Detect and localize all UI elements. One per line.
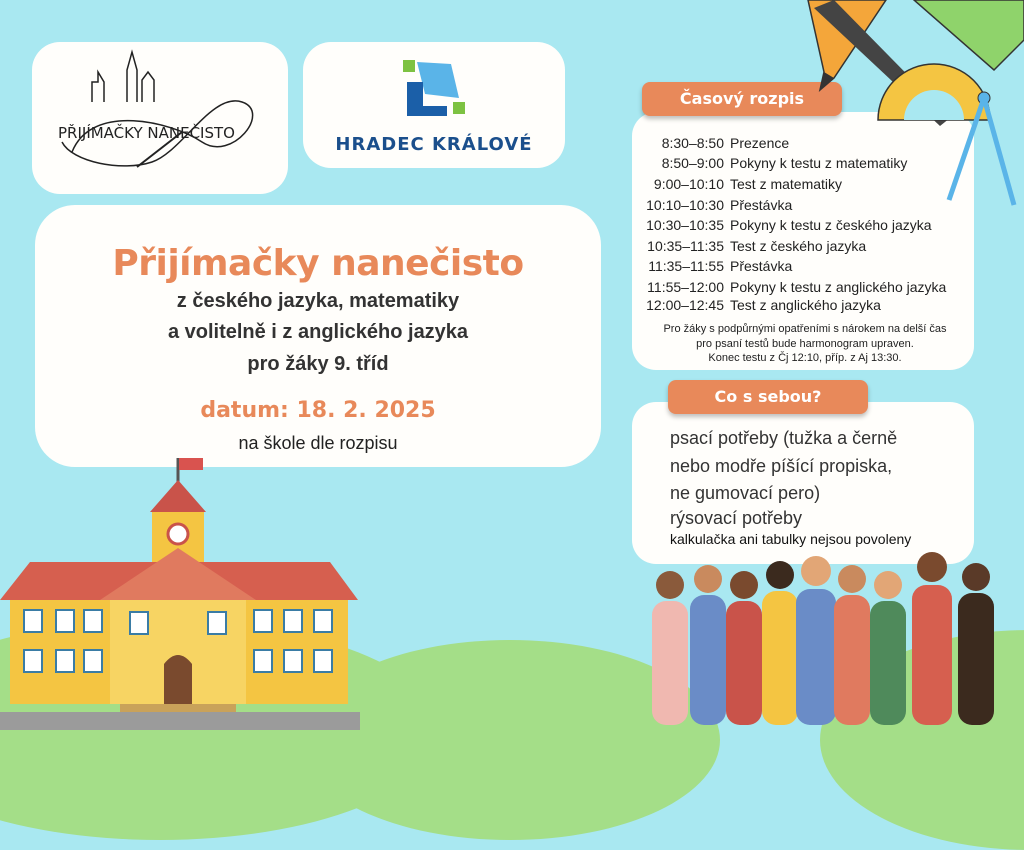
schedule-activity: Prezence [730,135,790,151]
schedule-time: 12:00–12:45 [646,297,724,313]
schedule-row [634,297,881,313]
subtitle-line-1: z českého jazyka, matematiky [176,290,460,312]
schedule-note-line-1: Pro žáky s podpůrnými opatřeními s nárokem na delší čas [663,323,947,335]
bring-line-1: psací potřeby (tužka a černě [670,428,898,448]
schedule-note [640,322,970,366]
page-title: Přijímačky nanečisto [112,243,524,284]
schedule-note-line-3: Konec testu z Čj 12:10, příp. z Aj 13:30. [708,352,902,364]
students-illustration [640,545,1020,725]
schedule-row [634,197,792,213]
logo-card-hradec [303,42,565,168]
bring-line-3: ne gumovací pero) [670,483,821,503]
subtitle-line-3: pro žáky 9. tříd [247,353,389,375]
bring-line-5: kalkulačka ani tabulky nejsou povoleny [670,531,912,547]
schedule-activity: Test z matematiky [730,176,843,192]
schedule-activity: Pokyny k testu z anglického jazyka [730,279,947,295]
prijimacky-logo [32,42,288,194]
stationery-illustration [794,0,1024,215]
schedule-row [634,217,932,233]
bring-line-2: nebo modře píšící propiska, [670,456,893,476]
schedule-activity: Test z anglického jazyka [730,297,881,313]
logo-card-prijimacky [32,42,288,194]
school-building-illustration [0,450,360,730]
bring-heading: Co s sebou? [668,380,868,414]
schedule-row [634,258,792,274]
schedule-time: 11:35–11:55 [648,258,724,274]
schedule-time: 11:55–12:00 [647,279,724,295]
schedule-note-line-2: pro psaní testů bude harmonogram upraven. [696,337,914,350]
schedule-time: 10:30–10:35 [646,217,724,233]
hradec-logo-text: HRADEC KRÁLOVÉ [335,134,533,155]
schedule-activity: Pokyny k testu z českého jazyka [730,217,932,233]
schedule-time: 9:00–10:10 [653,176,724,192]
schedule-row [634,238,866,254]
schedule-activity: Přestávka [730,258,793,274]
schedule-time: 10:35–11:35 [647,238,724,254]
schedule-activity: Test z českého jazyka [730,238,867,254]
schedule-time: 8:30–8:50 [661,135,724,151]
bring-line-4: rýsovací potřeby [670,508,803,528]
schedule-heading: Časový rozpis [642,82,842,116]
schedule-row [634,279,946,295]
schedule-time: 10:10–10:30 [646,197,724,213]
subtitle-line-2: a volitelně i z anglického jazyka [167,321,469,343]
schedule-time: 8:50–9:00 [661,155,724,171]
event-place: na škole dle rozpisu [238,433,398,453]
schedule-activity: Pokyny k testu z matematiky [730,155,908,171]
logo-text: PŘIJÍMAČKY NANEČISTO [58,124,235,142]
student-group [652,552,994,725]
schedule-activity: Přestávka [730,197,793,213]
schedule-row [634,135,789,151]
event-date: datum: 18. 2. 2025 [200,398,436,423]
main-info-card [35,205,601,467]
